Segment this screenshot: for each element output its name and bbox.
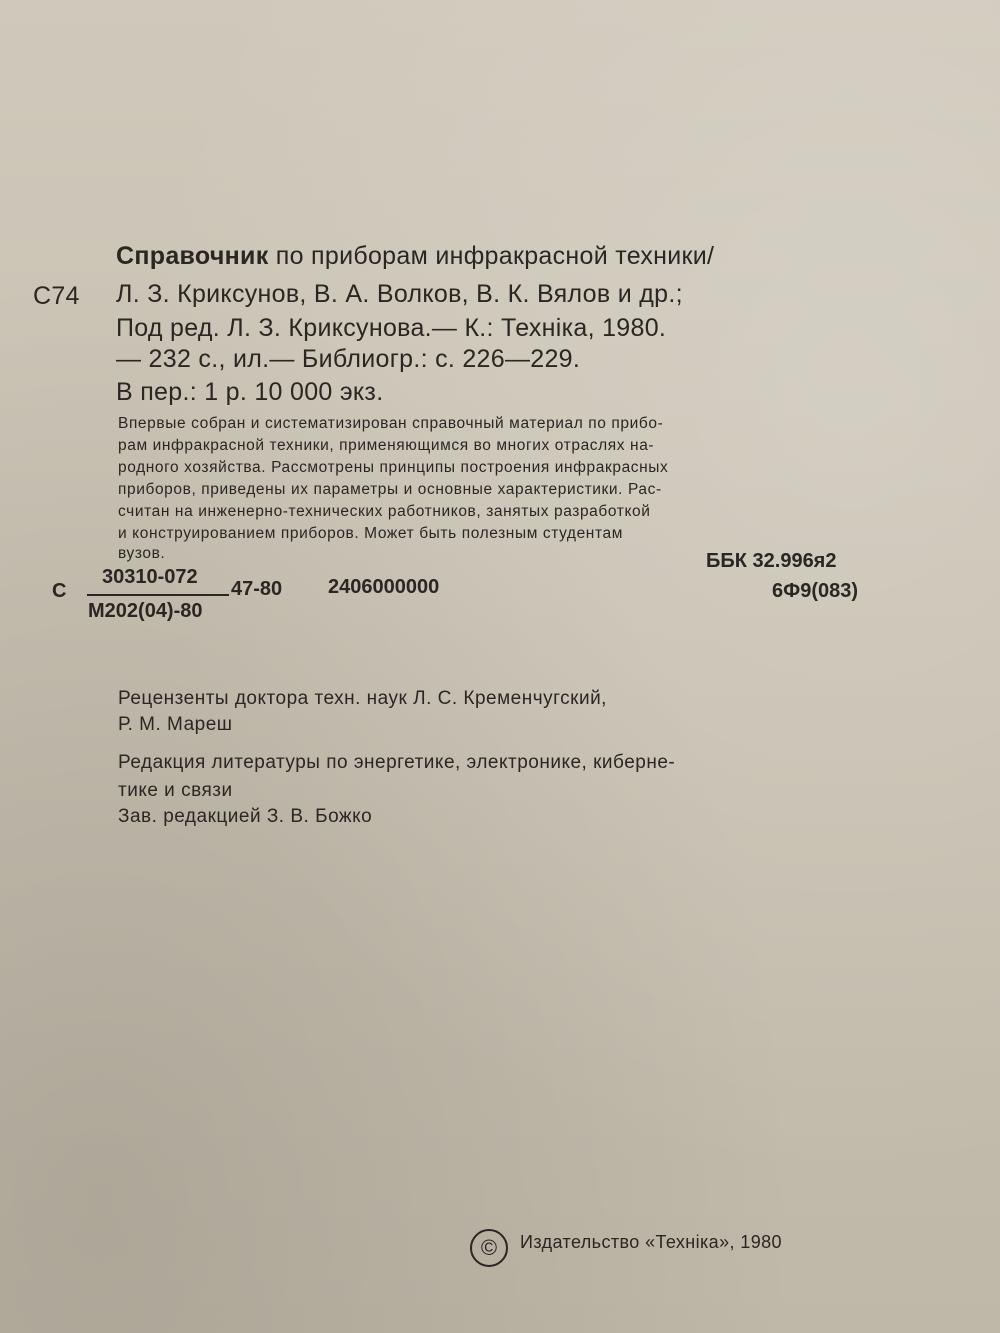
udk-code: 6Ф9(083) [772,580,859,602]
title-line [116,242,714,271]
code-letter: С [52,580,67,602]
copyright-icon: © [470,1229,508,1267]
editor-head-line: Зав. редакцией З. В. Божко [118,806,373,827]
editorial-line: Редакция литературы по энергетике, электронике, киберне- [118,752,676,773]
annotation-line: родного хозяйства. Рассмотрены принципы построения инфракрасных [118,459,669,476]
annotation-line: вузов. [118,545,166,562]
index-code: С74 [33,282,80,310]
editorial-line: тике и связи [118,780,233,801]
annotation-line: рам инфракрасной техники, применяющимся во многих отраслях на- [118,437,655,454]
pages-line: — 232 с., ил.— Библиогр.: с. 226—229. [116,345,581,373]
annotation-line: считан на инженерно-технических работников, занятых разработкой [118,503,651,520]
annotation-line: и конструированием приборов. Может быть полезным студентам [118,525,623,542]
annotation-line: приборов, приведены их параметры и основные характеристики. Рас- [118,481,662,498]
reviewers-line: Р. М. Мареш [118,714,233,735]
reviewers-line: Рецензенты доктора техн. наук Л. С. Кременчугский, [118,688,607,709]
code-order: 47-80 [231,578,283,600]
book-title: Справочник [116,242,269,270]
code-denominator: М202(04)-80 [88,600,203,622]
fraction-bar [87,594,229,596]
authors-line: Л. З. Криксунов, В. А. Волков, В. К. Вялов и др.; [116,280,683,308]
code-number: 2406000000 [328,576,440,598]
annotation-line: Впервые собран и систематизирован справочный материал по прибо- [118,415,664,432]
title-rest: по приборам инфракрасной техники/ [268,242,715,270]
code-numerator: 30310-072 [102,566,198,588]
bbk-code: ББК 32.996я2 [706,550,837,572]
price-line: В пер.: 1 р. 10 000 экз. [116,378,384,406]
copyright-text: Издательство «Техніка», 1980 [520,1232,782,1252]
publisher-line: Под ред. Л. З. Криксунова.— К.: Техніка, 1980. [116,314,667,342]
